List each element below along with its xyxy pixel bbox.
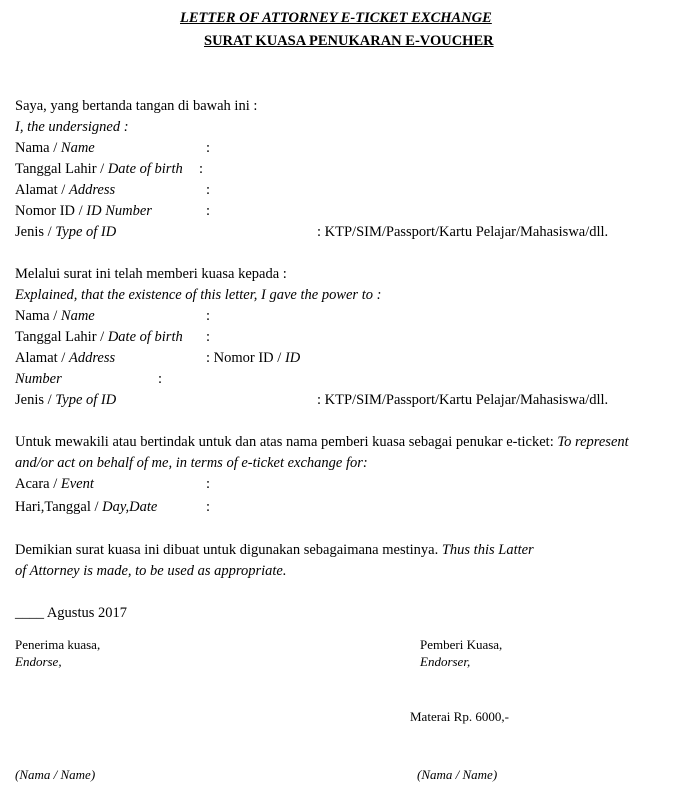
- grantor-dob-colon: :: [199, 161, 204, 177]
- grantor-name-label: Nama / Name: [15, 140, 95, 156]
- giver-name-placeholder: (Nama / Name): [417, 767, 498, 782]
- grantee-idtype-value: : KTP/SIM/Passport/Kartu Pelajar/Mahasiswa/dll.: [317, 392, 609, 408]
- stamp-duty-note: Materai Rp. 6000,-: [410, 709, 509, 724]
- grantor-intro-en: I, the undersigned :: [15, 119, 129, 135]
- grantee-name-label: Nama / Name: [15, 308, 95, 324]
- grantor-name-colon: :: [206, 140, 211, 156]
- grantee-dob-label: Tanggal Lahir / Date of birth: [15, 329, 183, 345]
- closing-line-2: of Attorney is made, to be used as appropriate.: [15, 563, 287, 579]
- event-colon: :: [206, 476, 211, 492]
- title-english: LETTER OF ATTORNEY E-TICKET EXCHANGE: [180, 10, 492, 26]
- grantee-name-colon: :: [206, 308, 211, 324]
- day-date-label: Hari,Tanggal / Day,Date: [15, 499, 158, 515]
- grantor-idtype-value: : KTP/SIM/Passport/Kartu Pelajar/Mahasiswa/dll.: [317, 224, 609, 240]
- grantee-address-label: Alamat / Address: [15, 350, 116, 366]
- grantor-address-colon: :: [206, 182, 211, 198]
- grantee-idnum-label-cont: Number: [15, 371, 62, 387]
- grantee-intro-en: Explained, that the existence of this letter, I gave the power to :: [15, 287, 382, 303]
- grantee-idtype-label: Jenis / Type of ID: [15, 392, 117, 408]
- grantor-address-label: Alamat / Address: [15, 182, 116, 198]
- event-label: Acara / Event: [15, 476, 94, 492]
- letter-date: ____ Agustus 2017: [15, 605, 127, 621]
- grantee-dob-colon: :: [206, 329, 211, 345]
- grantee-idnum-colon: :: [158, 371, 163, 387]
- day-date-colon: :: [206, 499, 211, 515]
- grantor-idnum-label: Nomor ID / ID Number: [15, 203, 152, 219]
- giver-label-en: Endorser,: [420, 654, 471, 669]
- receiver-label-en: Endorse,: [15, 654, 62, 669]
- grantee-intro-id: Melalui surat ini telah memberi kuasa kepada :: [15, 266, 287, 282]
- grantor-idnum-colon: :: [206, 203, 211, 219]
- closing-line-1: Demikian surat kuasa ini dibuat untuk digunakan sebagaimana mestinya. Thus this Latter: [15, 542, 534, 558]
- giver-label-id: Pemberi Kuasa,: [420, 637, 503, 652]
- grantor-dob-label: Tanggal Lahir / Date of birth: [15, 161, 183, 177]
- receiver-label-id: Penerima kuasa,: [15, 637, 101, 652]
- purpose-line-1: Untuk mewakili atau bertindak untuk dan atas nama pemberi kuasa sebagai penukar e-ticket: To represent: [15, 434, 629, 450]
- receiver-name-placeholder: (Nama / Name): [15, 767, 96, 782]
- title-indonesian: SURAT KUASA PENUKARAN E-VOUCHER: [204, 33, 494, 49]
- grantee-idnum-label: : Nomor ID / ID: [206, 350, 301, 366]
- grantor-intro-id: Saya, yang bertanda tangan di bawah ini :: [15, 98, 258, 114]
- grantor-idtype-label: Jenis / Type of ID: [15, 224, 117, 240]
- purpose-line-2: and/or act on behalf of me, in terms of e-ticket exchange for:: [15, 455, 368, 471]
